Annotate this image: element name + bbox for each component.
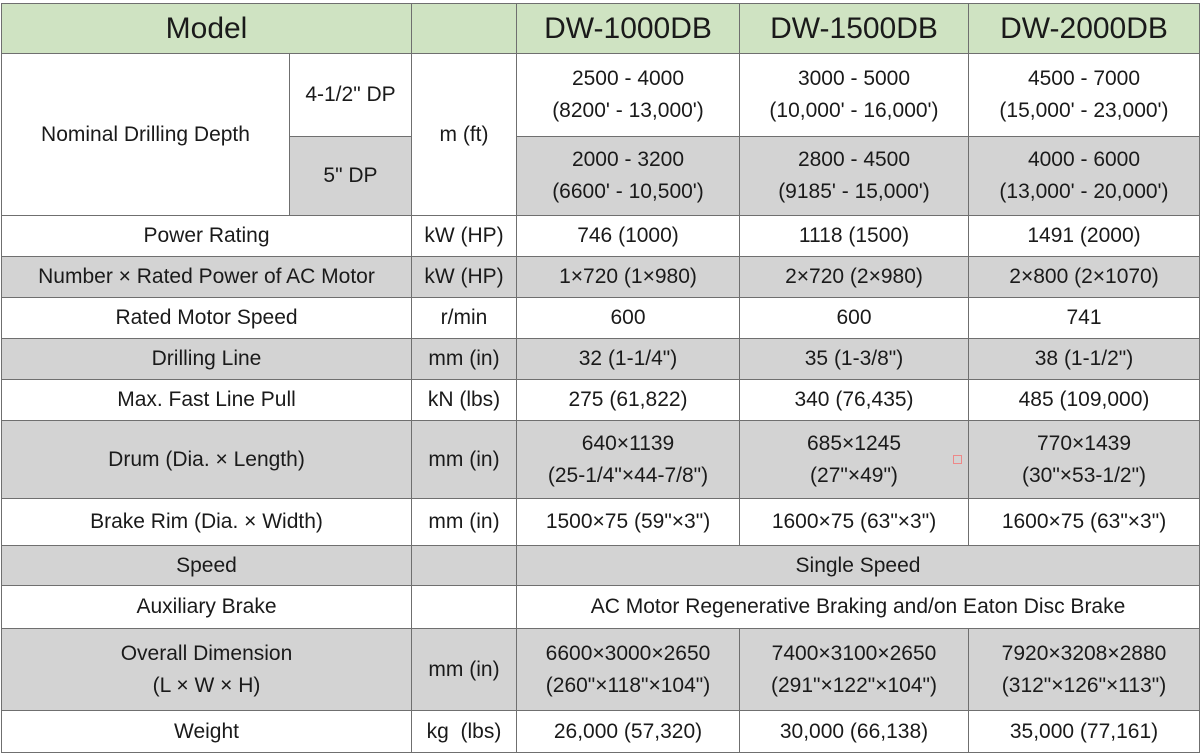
depth-ft: (9185' - 15,000')	[778, 180, 930, 203]
depth-m: 4500 - 7000	[1027, 67, 1141, 90]
brake-rim-row	[2, 499, 1200, 546]
row-label	[2, 629, 412, 711]
row-unit: mm (in)	[412, 421, 517, 499]
depth-unit: m (ft)	[412, 54, 517, 216]
cell-1500db: 2×720 (2×980)	[740, 257, 969, 298]
dim-in: (260"×118"×104")	[545, 673, 711, 697]
row-label: Rated Motor Speed	[2, 298, 412, 339]
motor-speed-row	[2, 298, 1200, 339]
drum-in: (27"×49")	[810, 463, 898, 487]
power-rating-row	[2, 216, 1200, 257]
drum-in: (25-1/4"×44-7/8")	[547, 463, 709, 487]
row-label: Power Rating	[2, 216, 412, 257]
row-label: Max. Fast Line Pull	[2, 380, 412, 421]
row-unit: kN (lbs)	[412, 380, 517, 421]
auxiliary-brake-row	[2, 586, 1200, 629]
fast-line-pull-row	[2, 380, 1200, 421]
dp-4-5-label: 4-1/2" DP	[290, 54, 412, 137]
drum-mm: 770×1439	[1036, 431, 1132, 455]
depth-ft: (6600' - 10,500')	[552, 180, 704, 203]
speed-row	[2, 546, 1200, 586]
depth-4-5dp-1000db	[517, 54, 740, 137]
cell-2000db: 1600×75 (63"×3")	[969, 499, 1200, 546]
row-label: Drum (Dia. × Length)	[2, 421, 412, 499]
merged-value: Single Speed	[517, 546, 1200, 586]
cell-2000db: 485 (109,000)	[969, 380, 1200, 421]
small-marker-icon	[953, 455, 962, 464]
nominal-drilling-depth-label: Nominal Drilling Depth	[2, 54, 290, 216]
depth-m: 4000 - 6000	[1027, 148, 1141, 171]
merged-value: AC Motor Regenerative Braking and/on Eaton Disc Brake	[517, 586, 1200, 629]
depth-ft: (10,000' - 16,000')	[769, 99, 939, 122]
cell-1500db: 600	[740, 298, 969, 339]
cell-1500db: 1600×75 (63"×3")	[740, 499, 969, 546]
cell-1500db	[740, 629, 969, 711]
depth-4-5dp-1500db	[740, 54, 969, 137]
drum-row	[2, 421, 1200, 499]
model-dw-1500db: DW-1500DB	[740, 4, 969, 54]
model-dw-2000db: DW-2000DB	[969, 4, 1200, 54]
header-row	[2, 4, 1200, 54]
row-label: Weight	[2, 711, 412, 753]
drilling-line-row	[2, 339, 1200, 380]
depth-ft: (13,000' - 20,000')	[999, 180, 1169, 203]
row-label: Auxiliary Brake	[2, 586, 412, 629]
row-label: Drilling Line	[2, 339, 412, 380]
dim-in: (312"×126"×113")	[1001, 673, 1167, 697]
dimension-sublabel: (L × W × H)	[152, 673, 261, 697]
cell-2000db: 38 (1-1/2")	[969, 339, 1200, 380]
cell-1000db: 746 (1000)	[517, 216, 740, 257]
cell-2000db	[969, 421, 1200, 499]
row-unit: mm (in)	[412, 339, 517, 380]
depth-ft: (15,000' - 23,000')	[999, 99, 1169, 122]
cell-1000db: 275 (61,822)	[517, 380, 740, 421]
row-unit: kW (HP)	[412, 216, 517, 257]
depth-m: 3000 - 5000	[797, 67, 911, 90]
cell-1000db: 26,000 (57,320)	[517, 711, 740, 753]
overall-dimension-row	[2, 629, 1200, 711]
row-unit: kW (HP)	[412, 257, 517, 298]
dim-mm: 7920×3208×2880	[1001, 641, 1167, 665]
row-label: Brake Rim (Dia. × Width)	[2, 499, 412, 546]
depth-5dp-1500db	[740, 137, 969, 216]
drum-mm: 640×1139	[581, 431, 675, 455]
depth-5dp-2000db	[969, 137, 1200, 216]
row-unit: kg (lbs)	[412, 711, 517, 753]
cell-1000db: 1500×75 (59"×3")	[517, 499, 740, 546]
cell-1000db: 1×720 (1×980)	[517, 257, 740, 298]
cell-2000db: 1491 (2000)	[969, 216, 1200, 257]
depth-5dp-1000db	[517, 137, 740, 216]
dim-mm: 6600×3000×2650	[545, 641, 711, 665]
cell-1500db: 30,000 (66,138)	[740, 711, 969, 753]
drum-in: (30"×53-1/2")	[1021, 463, 1147, 487]
row-unit: mm (in)	[412, 499, 517, 546]
model-label: Model	[2, 4, 412, 54]
ac-motor-row	[2, 257, 1200, 298]
row-unit: r/min	[412, 298, 517, 339]
depth-m: 2000 - 3200	[571, 148, 685, 171]
cell-1000db	[517, 421, 740, 499]
cell-2000db	[969, 629, 1200, 711]
cell-1000db	[517, 629, 740, 711]
cell-1500db: 35 (1-3/8")	[740, 339, 969, 380]
cell-1500db	[740, 421, 969, 499]
dimension-label: Overall Dimension	[120, 641, 293, 665]
row-label: Speed	[2, 546, 412, 586]
cell-2000db: 741	[969, 298, 1200, 339]
cell-2000db: 35,000 (77,161)	[969, 711, 1200, 753]
depth-m: 2800 - 4500	[797, 148, 911, 171]
row-unit	[412, 586, 517, 629]
cell-1000db: 600	[517, 298, 740, 339]
drawworks-spec-table	[1, 3, 1200, 753]
depth-4-5dp-2000db	[969, 54, 1200, 137]
depth-m: 2500 - 4000	[571, 67, 685, 90]
weight-row	[2, 711, 1200, 753]
dp-5-label: 5" DP	[290, 137, 412, 216]
row-unit	[412, 546, 517, 586]
row-unit: mm (in)	[412, 629, 517, 711]
cell-1500db: 340 (76,435)	[740, 380, 969, 421]
dim-mm: 7400×3100×2650	[771, 641, 937, 665]
dim-in: (291"×122"×104")	[771, 673, 937, 697]
unit-header-blank	[412, 4, 517, 54]
model-dw-1000db: DW-1000DB	[517, 4, 740, 54]
depth-ft: (8200' - 13,000')	[552, 99, 704, 122]
cell-1000db: 32 (1-1/4")	[517, 339, 740, 380]
row-label: Number × Rated Power of AC Motor	[2, 257, 412, 298]
cell-2000db: 2×800 (2×1070)	[969, 257, 1200, 298]
cell-1500db: 1118 (1500)	[740, 216, 969, 257]
depth-row-4-5dp	[2, 54, 1200, 137]
drum-mm: 685×1245	[806, 431, 902, 455]
